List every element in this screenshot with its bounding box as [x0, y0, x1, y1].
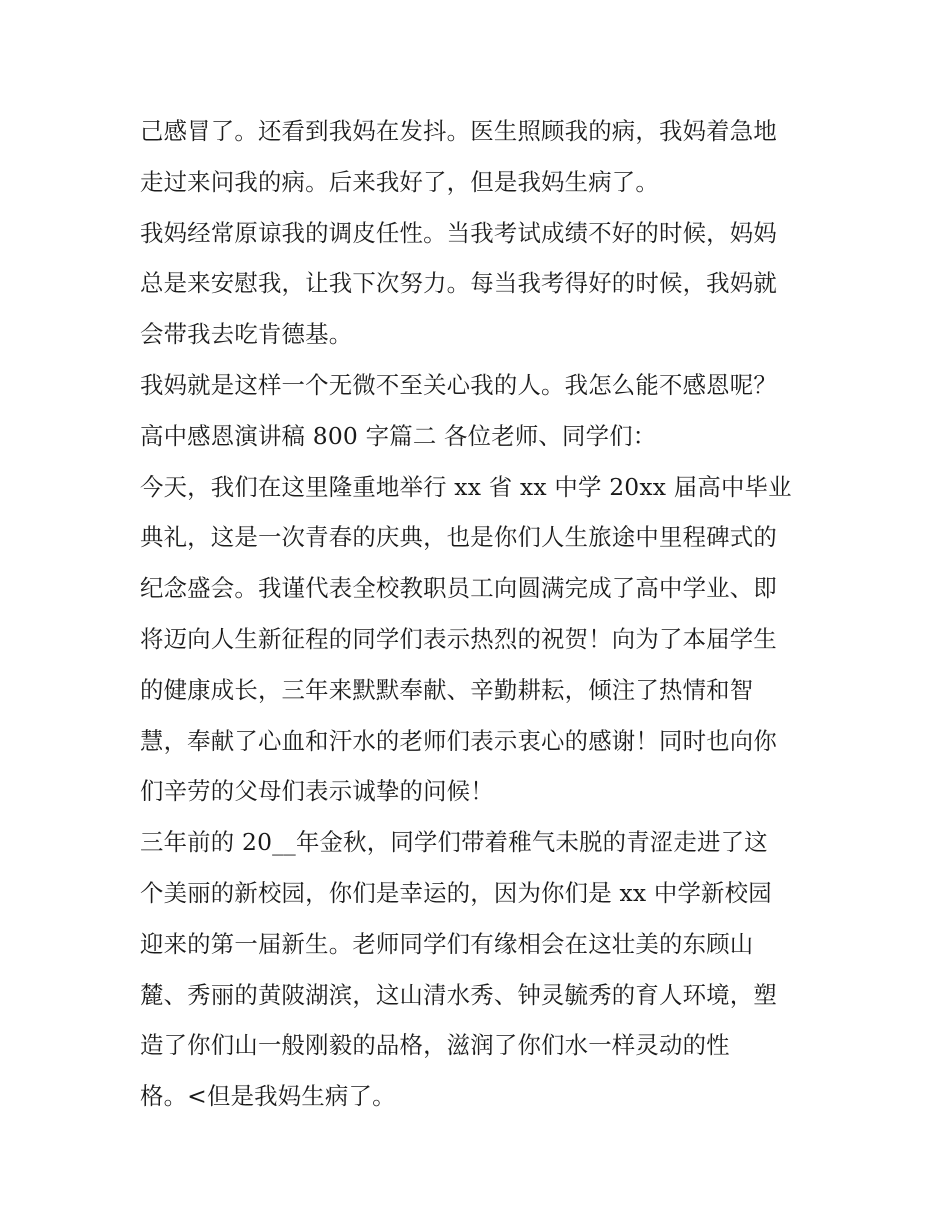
text-line: 我妈就是这样一个无微不至关心我的人。我怎么能不感恩呢？ [140, 370, 777, 399]
text-line: 走过来问我的病。后来我好了，但是我妈生病了。 [140, 167, 659, 196]
text-line: 三年前的 20__年金秋，同学们带着稚气未脱的青涩走进了这 [140, 828, 768, 857]
text-line: 纪念盛会。我谨代表全校教职员工向圆满完成了高中学业、即 [140, 574, 777, 603]
text-line: 们辛劳的父母们表示诚挚的问候！ [140, 777, 494, 806]
text-line: 会带我去吃肯德基。 [140, 320, 353, 349]
text-line: 总是来安慰我，让我下次努力。每当我考得好的时候，我妈就 [140, 269, 777, 298]
text-line: 将迈向人生新征程的同学们表示热烈的祝贺！向为了本届学生 [140, 624, 777, 653]
text-line: 迎来的第一届新生。老师同学们有缘相会在这壮美的东顾山 [140, 929, 754, 958]
text-line: 典礼，这是一次青春的庆典，也是你们人生旅途中里程碑式的 [140, 523, 777, 552]
section-heading-line: 高中感恩演讲稿 800 字篇二 各位老师、同学们： [140, 421, 657, 450]
document-body [140, 106, 820, 1122]
text-line: 麓、秀丽的黄陂湖滨，这山清水秀、钟灵毓秀的育人环境，塑 [140, 980, 777, 1009]
text-line: 的健康成长，三年来默默奉献、辛勤耕耘，倾注了热情和智 [140, 675, 754, 704]
text-line: 我妈经常原谅我的调皮任性。当我考试成绩不好的时候，妈妈 [140, 218, 777, 247]
text-line: 今天，我们在这里隆重地举行 xx 省 xx 中学 20xx 届高中毕业 [140, 472, 792, 501]
text-line: 己感冒了。还看到我妈在发抖。医生照顾我的病，我妈着急地 [140, 117, 777, 145]
text-line: 格。<但是我妈生病了。 [140, 1082, 396, 1111]
text-line: 慧，奉献了心血和汗水的老师们表示衷心的感谢！同时也向你 [140, 726, 777, 755]
text-line: 个美丽的新校园，你们是幸运的，因为你们是 xx 中学新校园 [140, 878, 772, 907]
text-line: 造了你们山一般刚毅的品格，滋润了你们水一样灵动的性 [140, 1031, 730, 1060]
